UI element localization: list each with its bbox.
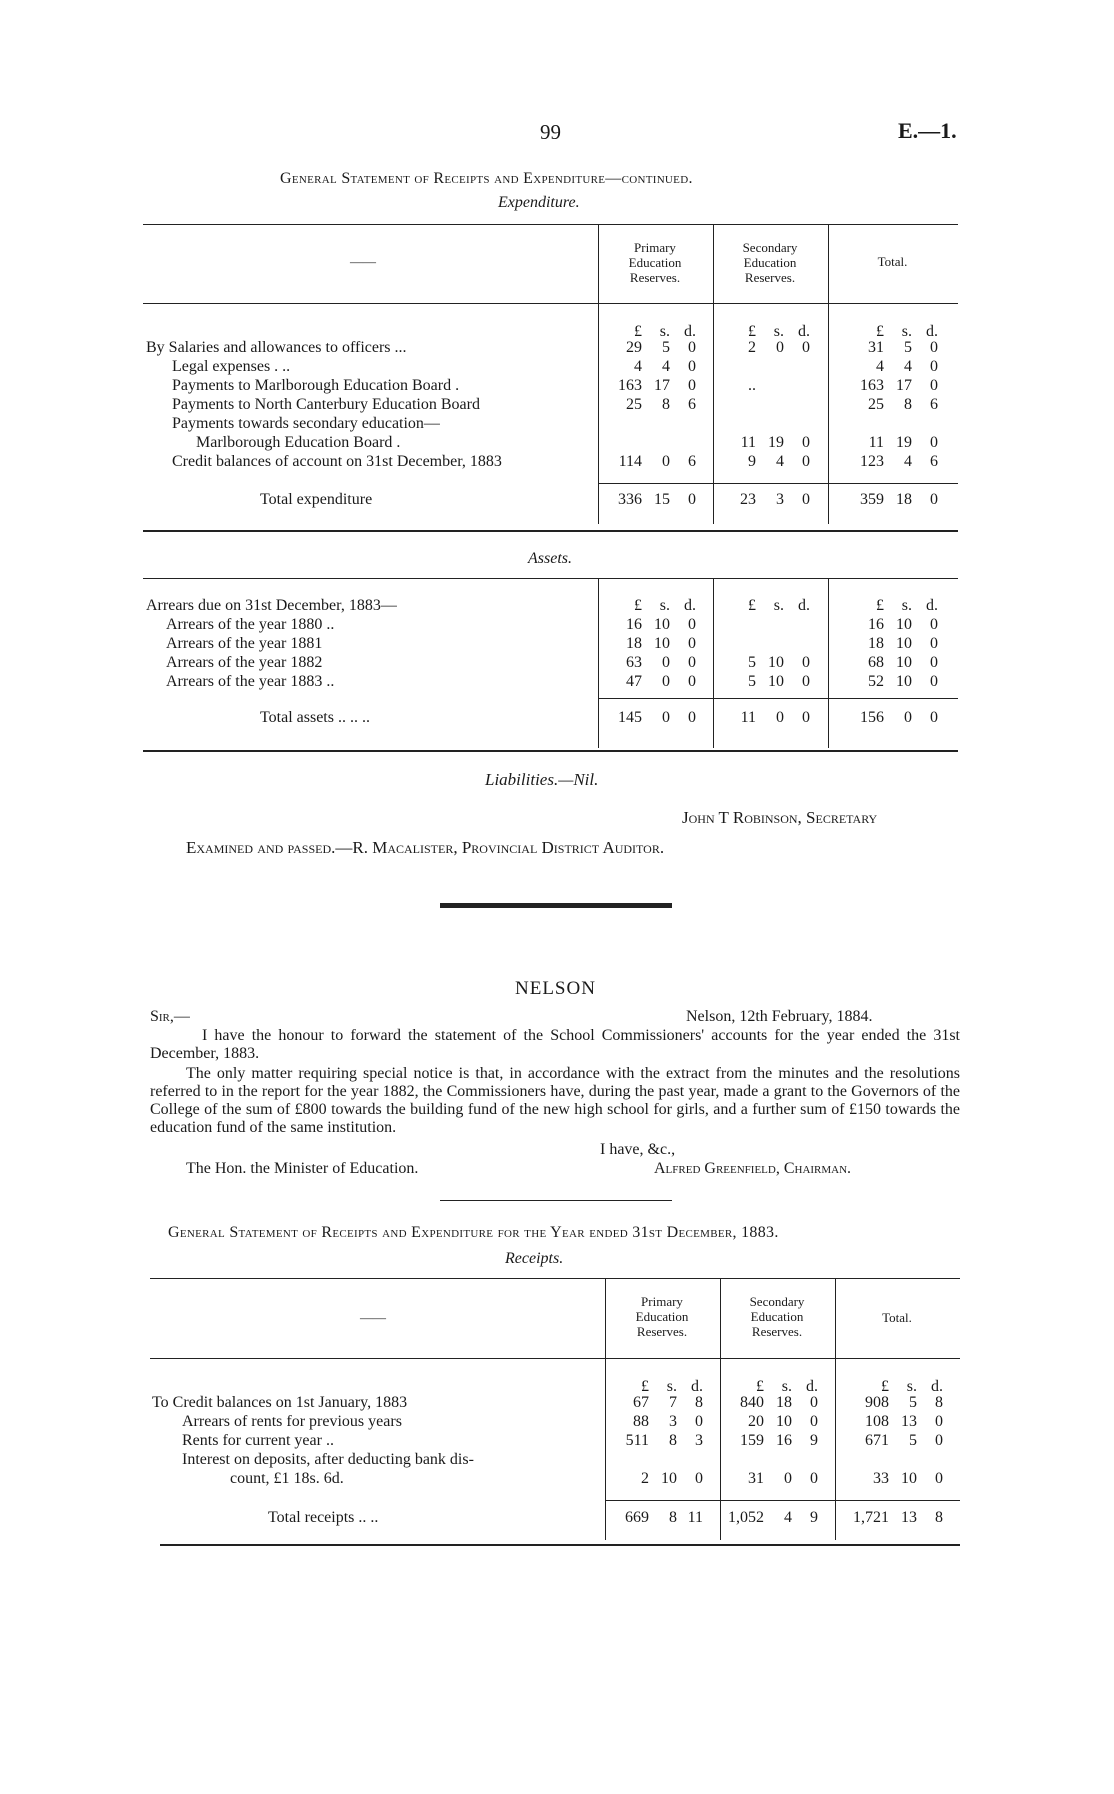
primary-amount: 114 0 6 xyxy=(618,453,696,470)
rec-row-desc: Rents for current year .. xyxy=(182,1432,334,1449)
rec-units-secondary: £ s. d. xyxy=(756,1378,818,1395)
exp-units-secondary: £ s. d. xyxy=(748,323,810,340)
assets-units-primary: £ s. d. xyxy=(634,597,696,614)
secondary-amount: 5 10 0 xyxy=(748,673,810,690)
assets-row-desc: Arrears of the year 1880 .. xyxy=(166,616,335,633)
examined-line: Examined and passed.—R. Macalister, Provincial District Auditor. xyxy=(186,838,665,857)
secretary-signature: John T Robinson, Secretary xyxy=(682,808,878,827)
total-amount: 33 10 0 xyxy=(873,1470,943,1487)
assets-units-secondary: £ s. d. xyxy=(748,597,810,614)
assets-units-total: £ s. d. xyxy=(876,597,938,614)
total-amount: 108 13 0 xyxy=(865,1413,943,1430)
total-amount: 671 5 0 xyxy=(865,1432,943,1449)
primary-amount: 4 4 0 xyxy=(634,358,696,375)
secondary-amount: 5 10 0 xyxy=(748,654,810,671)
secondary-amount: 11 19 0 xyxy=(740,434,810,451)
primary-amount: 67 7 8 xyxy=(633,1394,703,1411)
document-code: E.—1. xyxy=(898,118,957,143)
exp-units-primary: £ s. d. xyxy=(634,323,696,340)
primary-amount: 16 10 0 xyxy=(626,616,696,633)
primary-amount: 511 8 3 xyxy=(625,1432,703,1449)
letter-addressee: The Hon. the Minister of Education. xyxy=(186,1160,419,1177)
secondary-amount: 20 10 0 xyxy=(748,1413,818,1430)
secondary-total: 23 3 0 xyxy=(740,491,810,508)
nelson-heading: NELSON xyxy=(515,978,596,999)
primary-amount: 25 8 6 xyxy=(626,396,696,413)
exp-total-header: Total. xyxy=(877,254,908,269)
exp-row-desc: Credit balances of account on 31st December, 1883 xyxy=(172,453,502,470)
primary-total: 669 8 11 xyxy=(625,1509,703,1526)
exp-head-rule xyxy=(143,303,958,304)
grand-total: 1,721 13 8 xyxy=(853,1509,943,1526)
letter-place-date: Nelson, 12th February, 1884. xyxy=(686,1008,873,1025)
primary-total: 336 15 0 xyxy=(618,491,696,508)
total-amount: 68 10 0 xyxy=(868,654,938,671)
assets-vline-3 xyxy=(828,578,829,748)
letter-para-1: I have the honour to forward the statement of the School Commissioners' accounts for the year ended the 31st December, 1883. xyxy=(150,1027,960,1062)
total-amount: 908 5 8 xyxy=(865,1394,943,1411)
rec-row-desc: To Credit balances on 1st January, 1883 xyxy=(152,1394,408,1411)
exp-row-desc: Payments to Marlborough Education Board . xyxy=(172,377,460,394)
secondary-amount: 2 0 0 xyxy=(748,339,810,356)
rec-total-header: Total. xyxy=(882,1310,912,1325)
primary-total: 145 0 0 xyxy=(618,709,696,726)
exp-total-rule xyxy=(598,483,958,484)
primary-amount: 47 0 0 xyxy=(626,673,696,690)
secondary-total: 11 0 0 xyxy=(740,709,810,726)
assets-row-desc: Arrears due on 31st December, 1883— xyxy=(146,597,397,614)
secondary-amount: 840 18 0 xyxy=(740,1394,818,1411)
assets-row-desc: Arrears of the year 1881 xyxy=(166,635,323,652)
total-amount: 16 10 0 xyxy=(868,616,938,633)
letter-closing: I have, &c., xyxy=(600,1141,676,1158)
exp-row-desc: Marlborough Education Board . xyxy=(196,434,401,451)
grand-total: 156 0 0 xyxy=(860,709,938,726)
exp-primary-header: Primary Education Reserves. xyxy=(628,240,682,285)
letter-salutation: Sir,— xyxy=(150,1008,190,1025)
primary-amount: 18 10 0 xyxy=(626,635,696,652)
liabilities-line: Liabilities.—Nil. xyxy=(485,770,599,789)
exp-row-desc: By Salaries and allowances to officers ... xyxy=(146,339,407,356)
rec-row-desc: count, £1 18s. 6d. xyxy=(230,1470,344,1487)
total-amount: 4 4 0 xyxy=(876,358,938,375)
secondary-amount: 9 4 0 xyxy=(748,453,810,470)
assets-row-desc: Arrears of the year 1883 .. xyxy=(166,673,335,690)
rec-primary-header: Primary Education Reserves. xyxy=(635,1294,689,1339)
grand-total: 359 18 0 xyxy=(860,491,938,508)
rec-units-primary: £ s. d. xyxy=(641,1378,703,1395)
exp-bottom-rule xyxy=(143,530,958,532)
letter-signature: Alfred Greenfield, Chairman. xyxy=(654,1160,852,1177)
secondary-amount: 159 16 9 xyxy=(740,1432,818,1449)
exp-total-desc: Total expenditure xyxy=(260,491,373,508)
assets-top-rule xyxy=(143,578,958,579)
secondary-amount: 31 0 0 xyxy=(748,1470,818,1487)
rec-units-total: £ s. d. xyxy=(881,1378,943,1395)
assets-subtitle: Assets. xyxy=(528,550,572,567)
assets-total-rule xyxy=(598,698,958,699)
assets-total-desc: Total assets .. .. .. xyxy=(260,709,370,726)
exp-vline-2 xyxy=(713,224,714,524)
rec-row-desc: Interest on deposits, after deducting bank dis- xyxy=(182,1451,474,1468)
rec-total-desc: Total receipts .. .. xyxy=(268,1509,379,1526)
exp-dash-header: —— xyxy=(350,254,376,269)
rec-dash-header: —— xyxy=(360,1310,386,1325)
rec-head-rule xyxy=(150,1358,960,1359)
exp-units-total: £ s. d. xyxy=(876,323,938,340)
rec-secondary-header: Secondary Education Reserves. xyxy=(749,1294,805,1339)
secondary-total: 1,052 4 9 xyxy=(728,1509,818,1526)
total-amount: 31 5 0 xyxy=(868,339,938,356)
total-amount: 25 8 6 xyxy=(868,396,938,413)
exp-vline-3 xyxy=(828,224,829,524)
rec-bottom-rule xyxy=(160,1544,960,1546)
section-divider xyxy=(440,903,672,908)
rec-row-desc: Arrears of rents for previous years xyxy=(182,1413,402,1430)
assets-bottom-rule xyxy=(143,750,958,752)
rec-top-rule xyxy=(150,1278,960,1279)
exp-top-rule xyxy=(143,224,958,225)
letter-divider xyxy=(440,1200,672,1201)
secondary-amount: .. xyxy=(748,377,756,394)
exp-row-desc: Legal expenses . .. xyxy=(172,358,291,375)
expenditure-subtitle: Expenditure. xyxy=(498,194,580,211)
page-number: 99 xyxy=(540,120,561,144)
exp-row-desc: Payments towards secondary education— xyxy=(172,415,440,432)
letter-para-2: The only matter requiring special notice is that, in accordance with the extract from the minutes and the resolutions referred to in the report for the year 1882, the Commissioners have, during the past year, made a grant to the Governors of the College of the sum of £800 towards the building fund of the new high school for girls, and a further sum of £150 towards the education fund of the same institution. xyxy=(150,1065,960,1136)
total-amount: 11 19 0 xyxy=(868,434,938,451)
exp-row-desc: Payments to North Canterbury Education Board xyxy=(172,396,480,413)
assets-row-desc: Arrears of the year 1882 xyxy=(166,654,323,671)
expenditure-title: General Statement of Receipts and Expenditure—continued. xyxy=(280,170,693,187)
primary-amount: 88 3 0 xyxy=(633,1413,703,1430)
primary-amount: 163 17 0 xyxy=(618,377,696,394)
primary-amount: 29 5 0 xyxy=(626,339,696,356)
total-amount: 52 10 0 xyxy=(868,673,938,690)
exp-secondary-header: Secondary Education Reserves. xyxy=(742,240,798,285)
receipts-subtitle: Receipts. xyxy=(505,1250,564,1267)
total-amount: 163 17 0 xyxy=(860,377,938,394)
primary-amount: 2 10 0 xyxy=(641,1470,703,1487)
primary-amount: 63 0 0 xyxy=(626,654,696,671)
receipts-title: General Statement of Receipts and Expenditure for the Year ended 31st December, 1883. xyxy=(168,1224,779,1241)
rec-total-rule xyxy=(605,1500,960,1501)
total-amount: 18 10 0 xyxy=(868,635,938,652)
total-amount: 123 4 6 xyxy=(860,453,938,470)
